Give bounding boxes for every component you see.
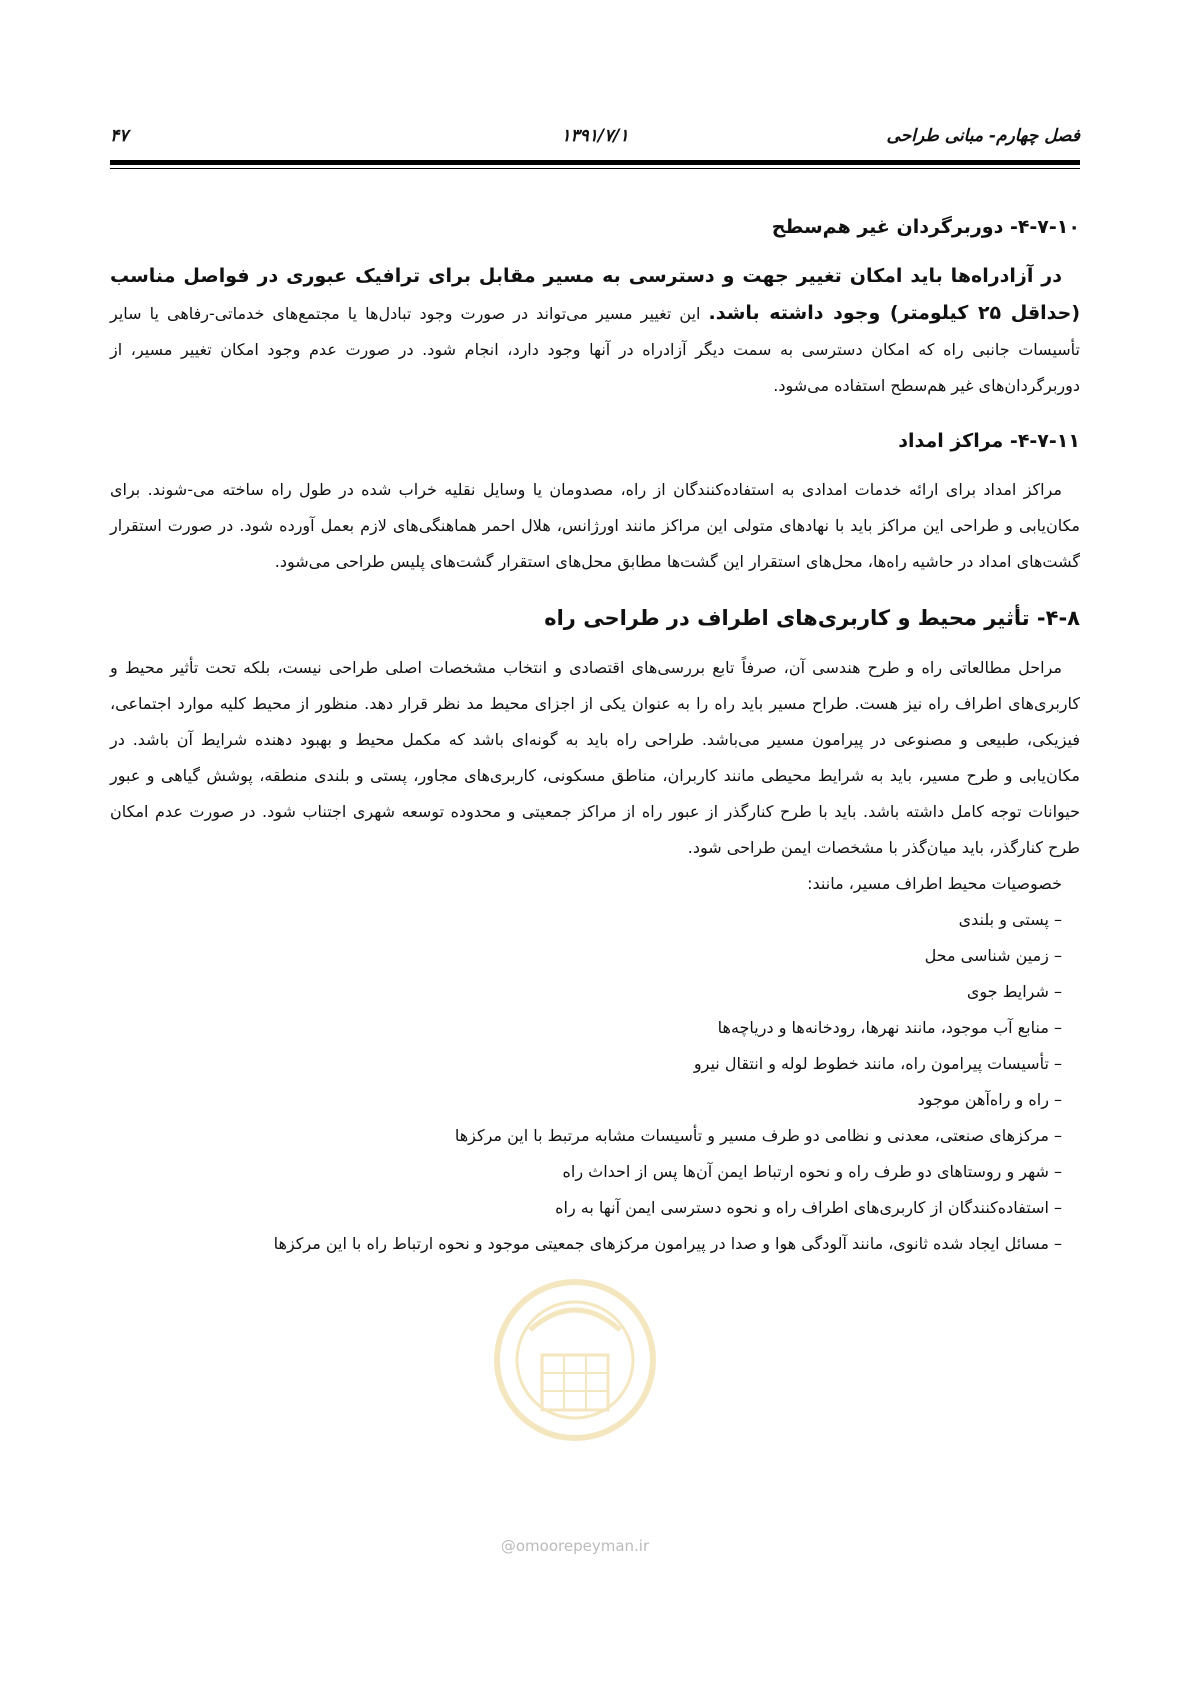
paragraph-lead-bold: در آزادراه‌ها باید امکان تغییر جهت و دسترسی به مسیر مقابل برای ترافیک عبوری در فواصل مناسب (حداقل ۲۵ کیلومتر) وجود داشته باشد. <box>110 265 1081 324</box>
list-item: – شرایط جوی <box>966 982 1062 1001</box>
list-item: – مسائل ایجاد شده ثانوی، مانند آلودگی هوا و صدا در پیرامون مرکزهای جمعیتی موجود و نحوه ارتباط راه با این مرکزها <box>273 1234 1062 1253</box>
list-item: – راه و راه‌آهن موجود <box>917 1090 1062 1109</box>
list-item: – استفاده‌کنندگان از کاربری‌های اطراف راه و نحوه دسترسی ایمن آنها به راه <box>555 1198 1062 1217</box>
list-item: – تأسیسات پیرامون راه، مانند خطوط لوله و انتقال نیرو <box>693 1054 1062 1073</box>
page-body <box>110 210 1080 1262</box>
section-paragraph-4-7-10 <box>110 258 1080 404</box>
list-item: – شهر و روستاهای دو طرف راه و نحوه ارتباط ایمن آن‌ها پس از احداث راه <box>562 1162 1062 1181</box>
paragraph-text: این تغییر مسیر می‌تواند در صورت وجود تبادل‌ها یا مجتمع‌های خدماتی-رفاهی یا سایر تأسیسات جانبی راه که امکان دسترسی به سمت دیگر آزادراه در آنها وجود دارد، انجام شود. در صورت عدم وجود امکان تغییر مسیر، از دوربرگردان‌های غیر هم‌سطح استفاده می‌شود. <box>110 304 1080 395</box>
section-paragraph-4-7-11: مراکز امداد برای ارائه خدمات امدادی به استفاده‌کنندگان از راه، مصدومان یا وسایل نقلیه خراب شده در طول راه ساخته می-شوند. برای مکان‌یابی و طراحی این مراکز باید با نهادهای متولی این مراکز مانند اورژانس، هلال احمر هماهنگی‌های لازم بعمل آورده شود. در صورت استقرار گشت‌های امداد در حاشیه راه‌ها، محل‌های استقرار این گشت‌ها مطابق محل‌های استقرار گشت‌های پلیس طراحی می‌شود. <box>110 480 1080 571</box>
page-number: ۴۷ <box>110 126 129 146</box>
list-item: – زمین شناسی محل <box>924 946 1062 965</box>
header-rule-thin <box>110 168 1080 169</box>
list-item: – مرکزهای صنعتی، معدنی و نظامی دو طرف مسیر و تأسیسات مشابه مرتبط با این مرکزها <box>454 1126 1062 1145</box>
watermark-site: @omoorepeyman.ir <box>500 1537 650 1555</box>
section-heading-4-7-11: ۴-۷-۱۱- مراکز امداد <box>898 430 1080 452</box>
list-item: – منابع آب موجود، مانند نهرها، رودخانه‌ها و دریاچه‌ها <box>717 1018 1062 1037</box>
list-item: – پستی و بلندی <box>958 910 1062 929</box>
running-header <box>110 126 1080 156</box>
environment-features-list <box>110 902 1080 1262</box>
section-paragraph-4-8: مراحل مطالعاتی راه و طرح هندسی آن، صرفاً تابع بررسی‌های اقتصادی و انتخاب مشخصات اصلی طراحی نیست، بلکه تحت تأثیر محیط و کاربری‌های اطراف راه نیز هست. طراح مسیر باید راه را به عنوان یکی از اجزای محیط مد نظر قرار دهد. منظور از محیط کلیه موارد اجتماعی، فیزیکی، طبیعی و مصنوعی در پیرامون مسیر می‌باشد. طراحی راه باید به گونه‌ای باشد که مکمل محیط و بهبود دهنده شرایط آن باشد. در مکان‌یابی و طرح مسیر، باید به شرایط محیطی مانند کاربران، مناطق مسکونی، کاربری‌های مجاور، پستی و بلندی منطقه، پوشش گیاهی و عبور حیوانات توجه کامل داشته باشد. باید با طرح کنارگذر از عبور راه از مراکز جمعیتی و محدوده توسعه شهری اجتناب شود. در صورت عدم امکان طرح کنارگذر، باید میان‌گذر با مشخصات ایمن طراحی شود. <box>110 658 1080 857</box>
section-heading-4-8: ۴-۸- تأثیر محیط و کاربری‌های اطراف در طراحی راه <box>544 606 1080 630</box>
list-intro: خصوصیات محیط اطراف مسیر، مانند: <box>807 874 1062 893</box>
header-date: ۱۳۹۱/۷/۱ <box>561 126 629 146</box>
header-rule-thick <box>110 160 1080 165</box>
watermark-logo-icon <box>470 1260 680 1460</box>
chapter-title: فصل چهارم- مبانی طراحی <box>886 126 1080 146</box>
section-heading-4-7-10: ۴-۷-۱۰- دوربرگردان غیر هم‌سطح <box>771 216 1080 238</box>
